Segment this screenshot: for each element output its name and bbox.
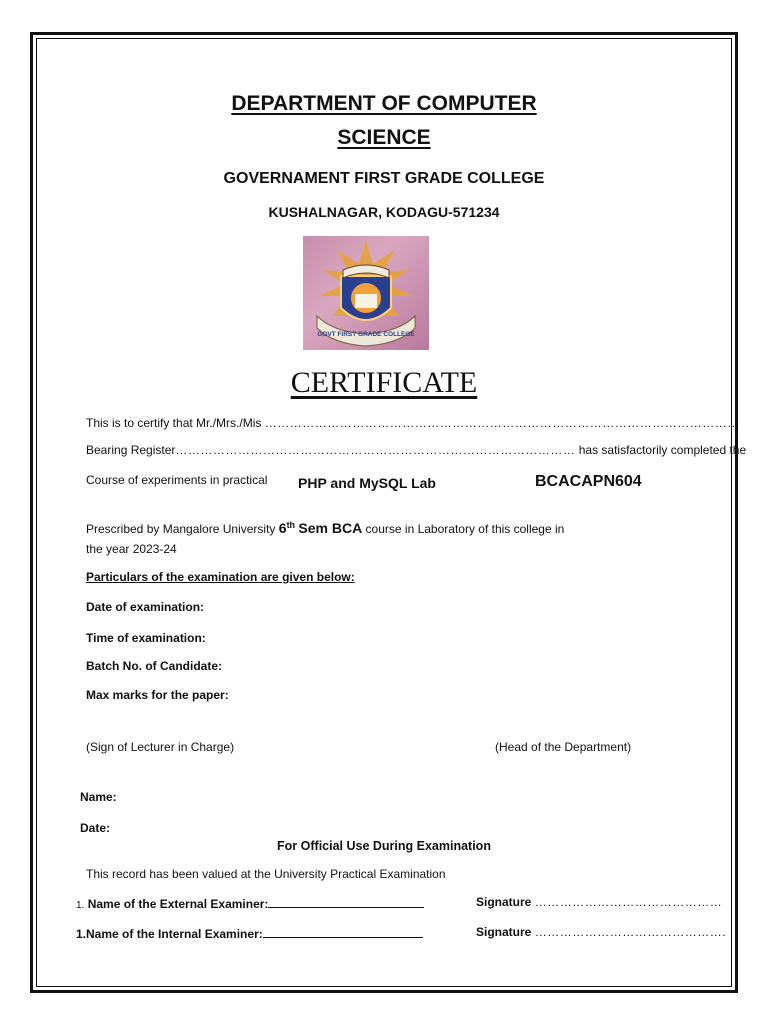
- prescribed-line: [86, 520, 564, 536]
- max-marks-label: Max marks for the paper:: [86, 688, 229, 702]
- exam-time-label: Time of examination:: [86, 631, 206, 645]
- department-title-line1: DEPARTMENT OF COMPUTER: [231, 92, 537, 115]
- external-signature-label: Signature: [476, 895, 532, 909]
- external-examiner-blank: [268, 895, 424, 908]
- internal-examiner-row: [76, 925, 423, 941]
- course-code: BCACAPN604: [535, 473, 642, 490]
- internal-examiner-label: Name of the Internal Examiner:: [86, 927, 263, 941]
- course-text: Course of experiments in practical: [86, 473, 268, 487]
- exam-date-label: Date of examination:: [86, 600, 205, 614]
- prescribed-text: Prescribed by Mangalore University: [86, 522, 276, 536]
- internal-signature-label: Signature: [476, 925, 532, 939]
- name-blank: ……………………………………………………………………………………………………: [264, 416, 740, 430]
- external-number: 1.: [76, 900, 85, 911]
- college-name: GOVERNAMENT FIRST GRADE COLLEGE: [223, 170, 545, 187]
- register-text: Bearing Register: [86, 443, 176, 457]
- official-use-heading: For Official Use During Examination: [277, 839, 491, 853]
- date-label: Date:: [80, 821, 111, 835]
- semester-text: Sem BCA: [298, 520, 363, 536]
- semester-suffix: th: [286, 520, 296, 530]
- name-label: Name:: [80, 790, 117, 804]
- register-blank: ……………………………………………………………………………………: [175, 443, 576, 457]
- department-title-line2: SCIENCE: [337, 126, 431, 149]
- internal-examiner-blank: [263, 925, 423, 938]
- lecturer-sign-label: (Sign of Lecturer in Charge): [86, 740, 235, 754]
- external-examiner-row: [76, 895, 424, 911]
- external-signature: [476, 895, 722, 909]
- college-logo: [303, 236, 429, 350]
- exam-heading: Particulars of the examination are given below:: [86, 570, 355, 584]
- batch-no-label: Batch No. of Candidate:: [86, 659, 223, 673]
- year-text: the year 2023-24: [86, 542, 177, 556]
- hod-sign-label: (Head of the Department): [495, 740, 632, 754]
- certify-line: [86, 416, 740, 430]
- course-lab-text: course in Laboratory of this college in: [365, 522, 565, 536]
- record-text: This record has been valued at the University Practical Examination: [86, 867, 446, 881]
- svg-text:GOVT FIRST GRADE COLLEGE: GOVT FIRST GRADE COLLEGE: [317, 331, 415, 338]
- internal-number: 1.: [76, 927, 87, 941]
- college-address: KUSHALNAGAR, KODAGU-571234: [268, 204, 500, 220]
- semester-number: 6: [278, 520, 287, 536]
- internal-signature-blank: ……………………………………….: [534, 925, 727, 939]
- internal-signature: [476, 925, 726, 939]
- college-emblem-icon: [303, 236, 429, 350]
- certificate-title: CERTIFICATE: [290, 366, 478, 399]
- completed-text: has satisfactorily completed the: [578, 443, 747, 457]
- register-line: [86, 443, 746, 457]
- certify-text: This is to certify that Mr./Mrs./Mis: [86, 416, 262, 430]
- lab-name: PHP and MySQL Lab: [298, 475, 436, 491]
- external-examiner-label: Name of the External Examiner:: [87, 897, 269, 911]
- external-signature-blank: ………………………………………: [534, 895, 723, 909]
